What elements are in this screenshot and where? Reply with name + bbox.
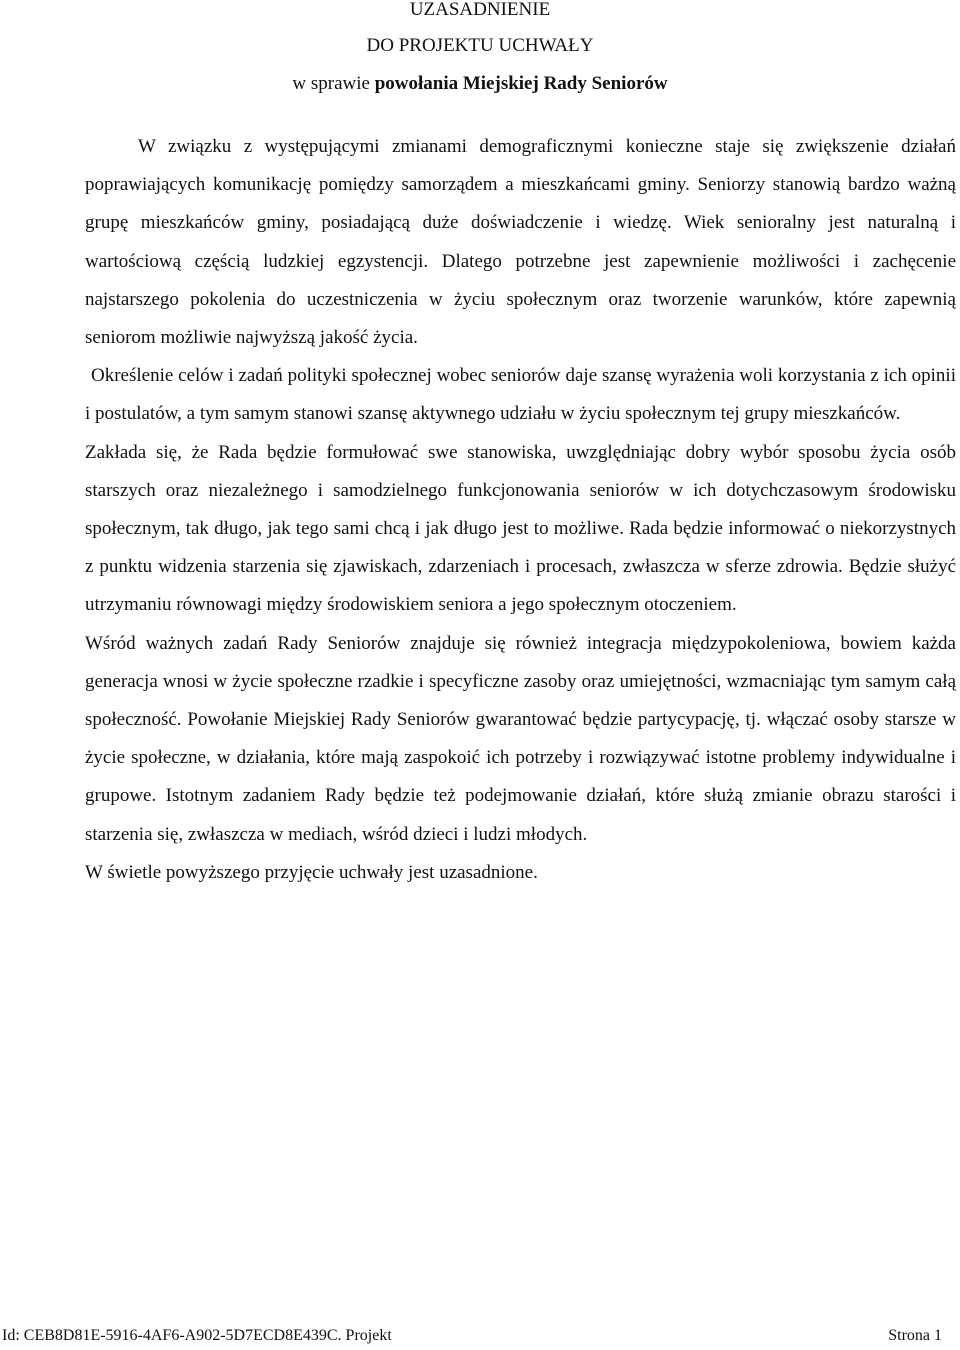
document-subject-bold: powołania Miejskiej Rady Seniorów <box>374 73 668 94</box>
document-title: UZASADNIENIE <box>409 0 551 20</box>
paragraph-1: W związku z występującymi zmianami demograficznymi konieczne staje się zwiększenie działań poprawiających komunikację pomiędzy samorządem a mieszkańcami gminy. Seniorzy stanowią bardzo ważną grupę mieszkańców gminy, posiadającą duże doświadczenie i wiedzę. Wiek senioralny jest naturalną i wartościową częścią ludzkiej egzystencji. Dlatego potrzebne jest zapewnienie możliwości i zachęcenie najstarszego pokolenia do uczestniczenia w życiu społecznym oraz tworzenie warunków, które zapewnią seniorom możliwie najwyższą jakość życia. <box>85 136 956 349</box>
paragraph-5: W świetle powyższego przyjęcie uchwały jest uzasadnione. <box>85 861 538 883</box>
document-body <box>85 128 956 892</box>
footer-document-id: Id: CEB8D81E-5916-4AF6-A902-5D7ECD8E439C. Projekt <box>2 1327 392 1344</box>
document-subject-prefix: w sprawie <box>292 73 375 94</box>
paragraph-3: Zakłada się, że Rada będzie formułować swe stanowiska, uwzględniając dobry wybór sposobu życia osób starszych oraz niezależnego i samodzielnego funkcjonowania seniorów w ich dotychczasowym środowisku społecznym, tak długo, jak tego sami chcą i jak długo jest to możliwe. Rada będzie informować o niekorzystnych z punktu widzenia starzenia się zjawiskach, zdarzeniach i procesach, zwłaszcza w sferze zdrowia. Będzie służyć utrzymaniu równowagi między środowiskiem seniora a jego społecznym otoczeniem. <box>85 441 956 616</box>
paragraph-2: Określenie celów i zadań polityki społecznej wobec seniorów daje szansę wyrażenia woli korzystania z ich opinii i postulatów, a tym samym stanowi szansę aktywnego udziału w życiu społecznym tej grupy mieszkańców. <box>85 365 956 425</box>
paragraph-4: Wśród ważnych zadań Rady Seniorów znajduje się również integracja międzypokoleniowa, bowiem każda generacja wnosi w życie społeczne rzadkie i specyficzne zasoby oraz umiejętności, wzmacniając tym samym całą społeczność. Powołanie Miejskiej Rady Seniorów gwarantować będzie partycypację, tj. włączać osoby starsze w życie społeczne, w działania, które mają zaspokoić ich potrzeby i rozwiązywać istotne problemy indywidualne i grupowe. Istotnym zadaniem Rady będzie też podejmowanie działań, które służą zmianie obrazu starości i starzenia się, zwłaszcza w mediach, wśród dzieci i ludzi młodych. <box>85 632 956 845</box>
document-subtitle: DO PROJEKTU UCHWAŁY <box>366 35 594 56</box>
footer-page-number: Strona 1 <box>888 1327 942 1344</box>
document-subject <box>0 72 960 96</box>
